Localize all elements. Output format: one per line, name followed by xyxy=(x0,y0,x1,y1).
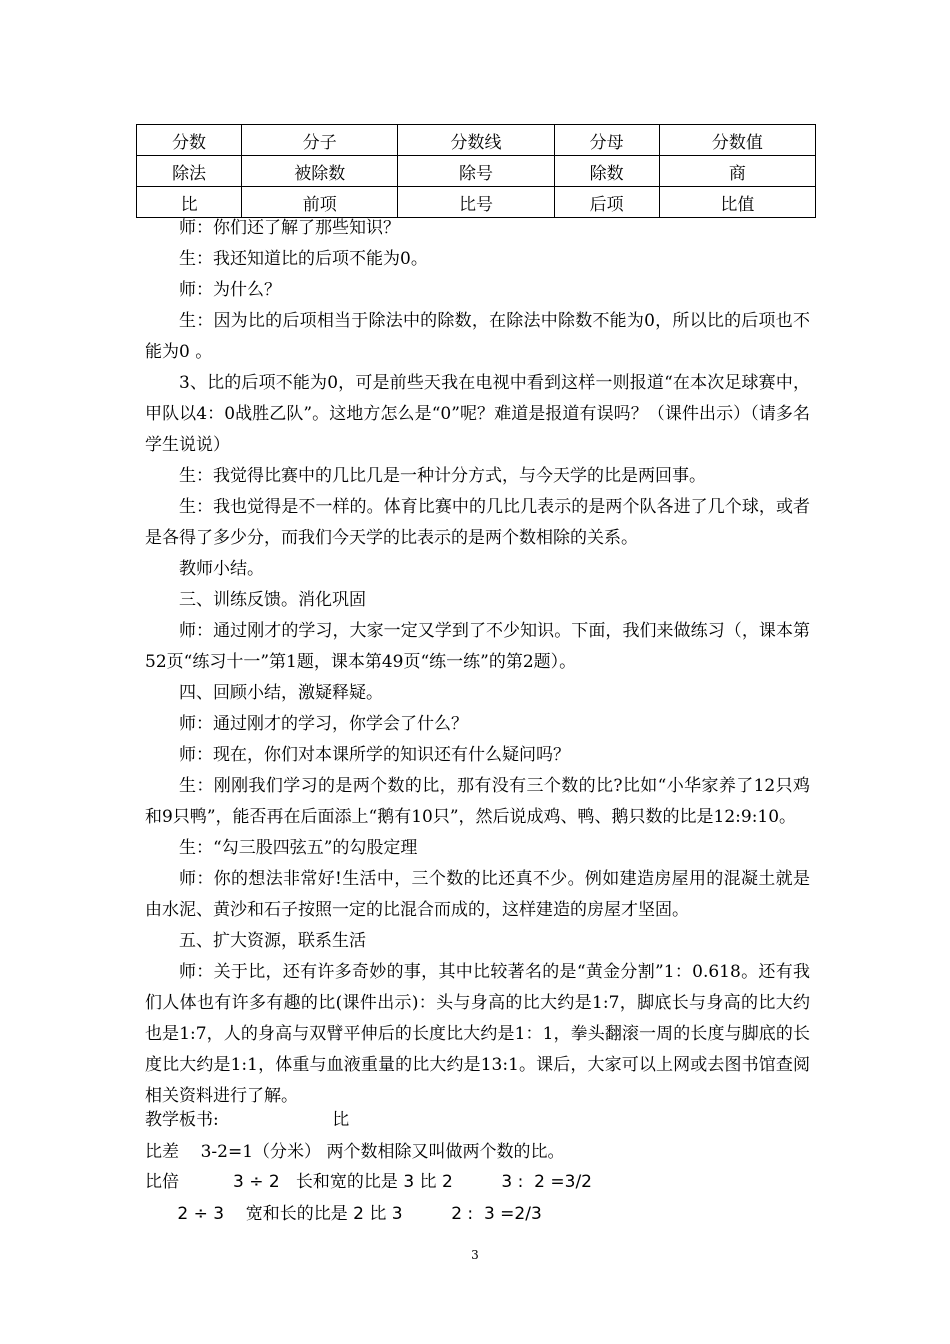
table-cell: 比 xyxy=(137,187,242,218)
paragraph: 师：为什么？ xyxy=(179,280,281,300)
table-cell: 分数 xyxy=(137,125,242,156)
paragraph: 生：刚刚我们学习的是两个数的比，那有没有三个数的比?比如“小华家养了12只鸡和9只鸭”，能否再在后面添上“鹅有10只”，然后说成鸡、鸭、鹅只数的比是12:9:10。 xyxy=(145,776,810,827)
paragraph: 师：关于比，还有许多奇妙的事，其中比较著名的是“黄金分割”1：0.618。还有我们人体也有许多有趣的比(课件出示)：头与身高的比大约是1:7，脚底长与身高的比大约也是1:7，人的身高与双臂平伸后的长度比大约是1：1，拳头翻滚一周的长度与脚底的长度比大约是1:1，体重与血液重量的比大约是13:1。课后，大家可以上网或去图书馆查阅相关资料进行了解。 xyxy=(145,962,810,1106)
paragraph: 生：我觉得比赛中的几比几是一种计分方式，与今天学的比是两回事。 xyxy=(179,466,706,486)
board-title: 教学板书: 比 xyxy=(145,1110,350,1130)
paragraph: 生：我也觉得是不一样的。体育比赛中的几比几表示的是两个队各进了几个球，或者是各得了多少分，而我们今天学的比表示的是两个数相除的关系。 xyxy=(145,497,810,548)
page-number: 3 xyxy=(471,1248,479,1262)
paragraph: 师：通过刚才的学习，你学会了什么？ xyxy=(179,714,468,734)
table-cell: 前项 xyxy=(242,187,398,218)
table-cell: 商 xyxy=(659,156,815,187)
paragraph: 师：你的想法非常好!生活中，三个数的比还真不少。例如建造房屋用的混凝土就是由水泥、黄沙和石子按照一定的比混合而成的，这样建造的房屋才坚固。 xyxy=(145,869,810,920)
table-cell: 除数 xyxy=(554,156,659,187)
paragraph: 生：我还知道比的后项不能为0。 xyxy=(179,249,428,269)
table-row xyxy=(137,125,816,156)
paragraph: 3、比的后项不能为0，可是前些天我在电视中看到这样一则报道“在本次足球赛中，甲队以4：0战胜乙队”。这地方怎么是“0”呢？难道是报道有误吗？（课件出示）（请多名学生说说） xyxy=(145,373,810,455)
board-line: 比倍 3 ÷ 2 长和宽的比是 3 比 2 3 : 2 =3/2 xyxy=(145,1172,592,1192)
terms-table xyxy=(136,124,816,218)
paragraph: 生：“勾三股四弦五”的勾股定理 xyxy=(179,838,418,858)
paragraph: 生：因为比的后项相当于除法中的除数，在除法中除数不能为0，所以比的后项也不能为0 。 xyxy=(145,311,810,362)
paragraph: 教师小结。 xyxy=(179,559,264,579)
board-line: 比差 3-2=1（分米） 两个数相除又叫做两个数的比。 xyxy=(145,1142,565,1162)
table-row xyxy=(137,156,816,187)
board-line: 2 ÷ 3 宽和长的比是 2 比 3 2 : 3 =2/3 xyxy=(145,1204,542,1224)
table-cell: 被除数 xyxy=(242,156,398,187)
paragraph: 师：你们还了解了那些知识？ xyxy=(179,218,400,238)
table-cell: 除法 xyxy=(137,156,242,187)
table-cell: 比值 xyxy=(659,187,815,218)
table-cell: 分母 xyxy=(554,125,659,156)
table-cell: 除号 xyxy=(398,156,554,187)
paragraph: 师：通过刚才的学习，大家一定又学到了不少知识。下面，我们来做练习（，课本第52页“练习十一”第1题，课本第49页“练一练”的第2题）。 xyxy=(145,621,810,672)
table-cell: 比号 xyxy=(398,187,554,218)
paragraph: 师：现在，你们对本课所学的知识还有什么疑问吗？ xyxy=(179,745,570,765)
section-heading: 五、扩大资源，联系生活 xyxy=(179,931,366,951)
table-cell: 分数线 xyxy=(398,125,554,156)
table-cell: 分数值 xyxy=(659,125,815,156)
body-text xyxy=(145,213,810,1112)
section-heading: 三、训练反馈。消化巩固 xyxy=(179,590,366,610)
table-cell: 后项 xyxy=(554,187,659,218)
table-cell: 分子 xyxy=(242,125,398,156)
section-heading: 四、回顾小结，激疑释疑。 xyxy=(179,683,383,703)
